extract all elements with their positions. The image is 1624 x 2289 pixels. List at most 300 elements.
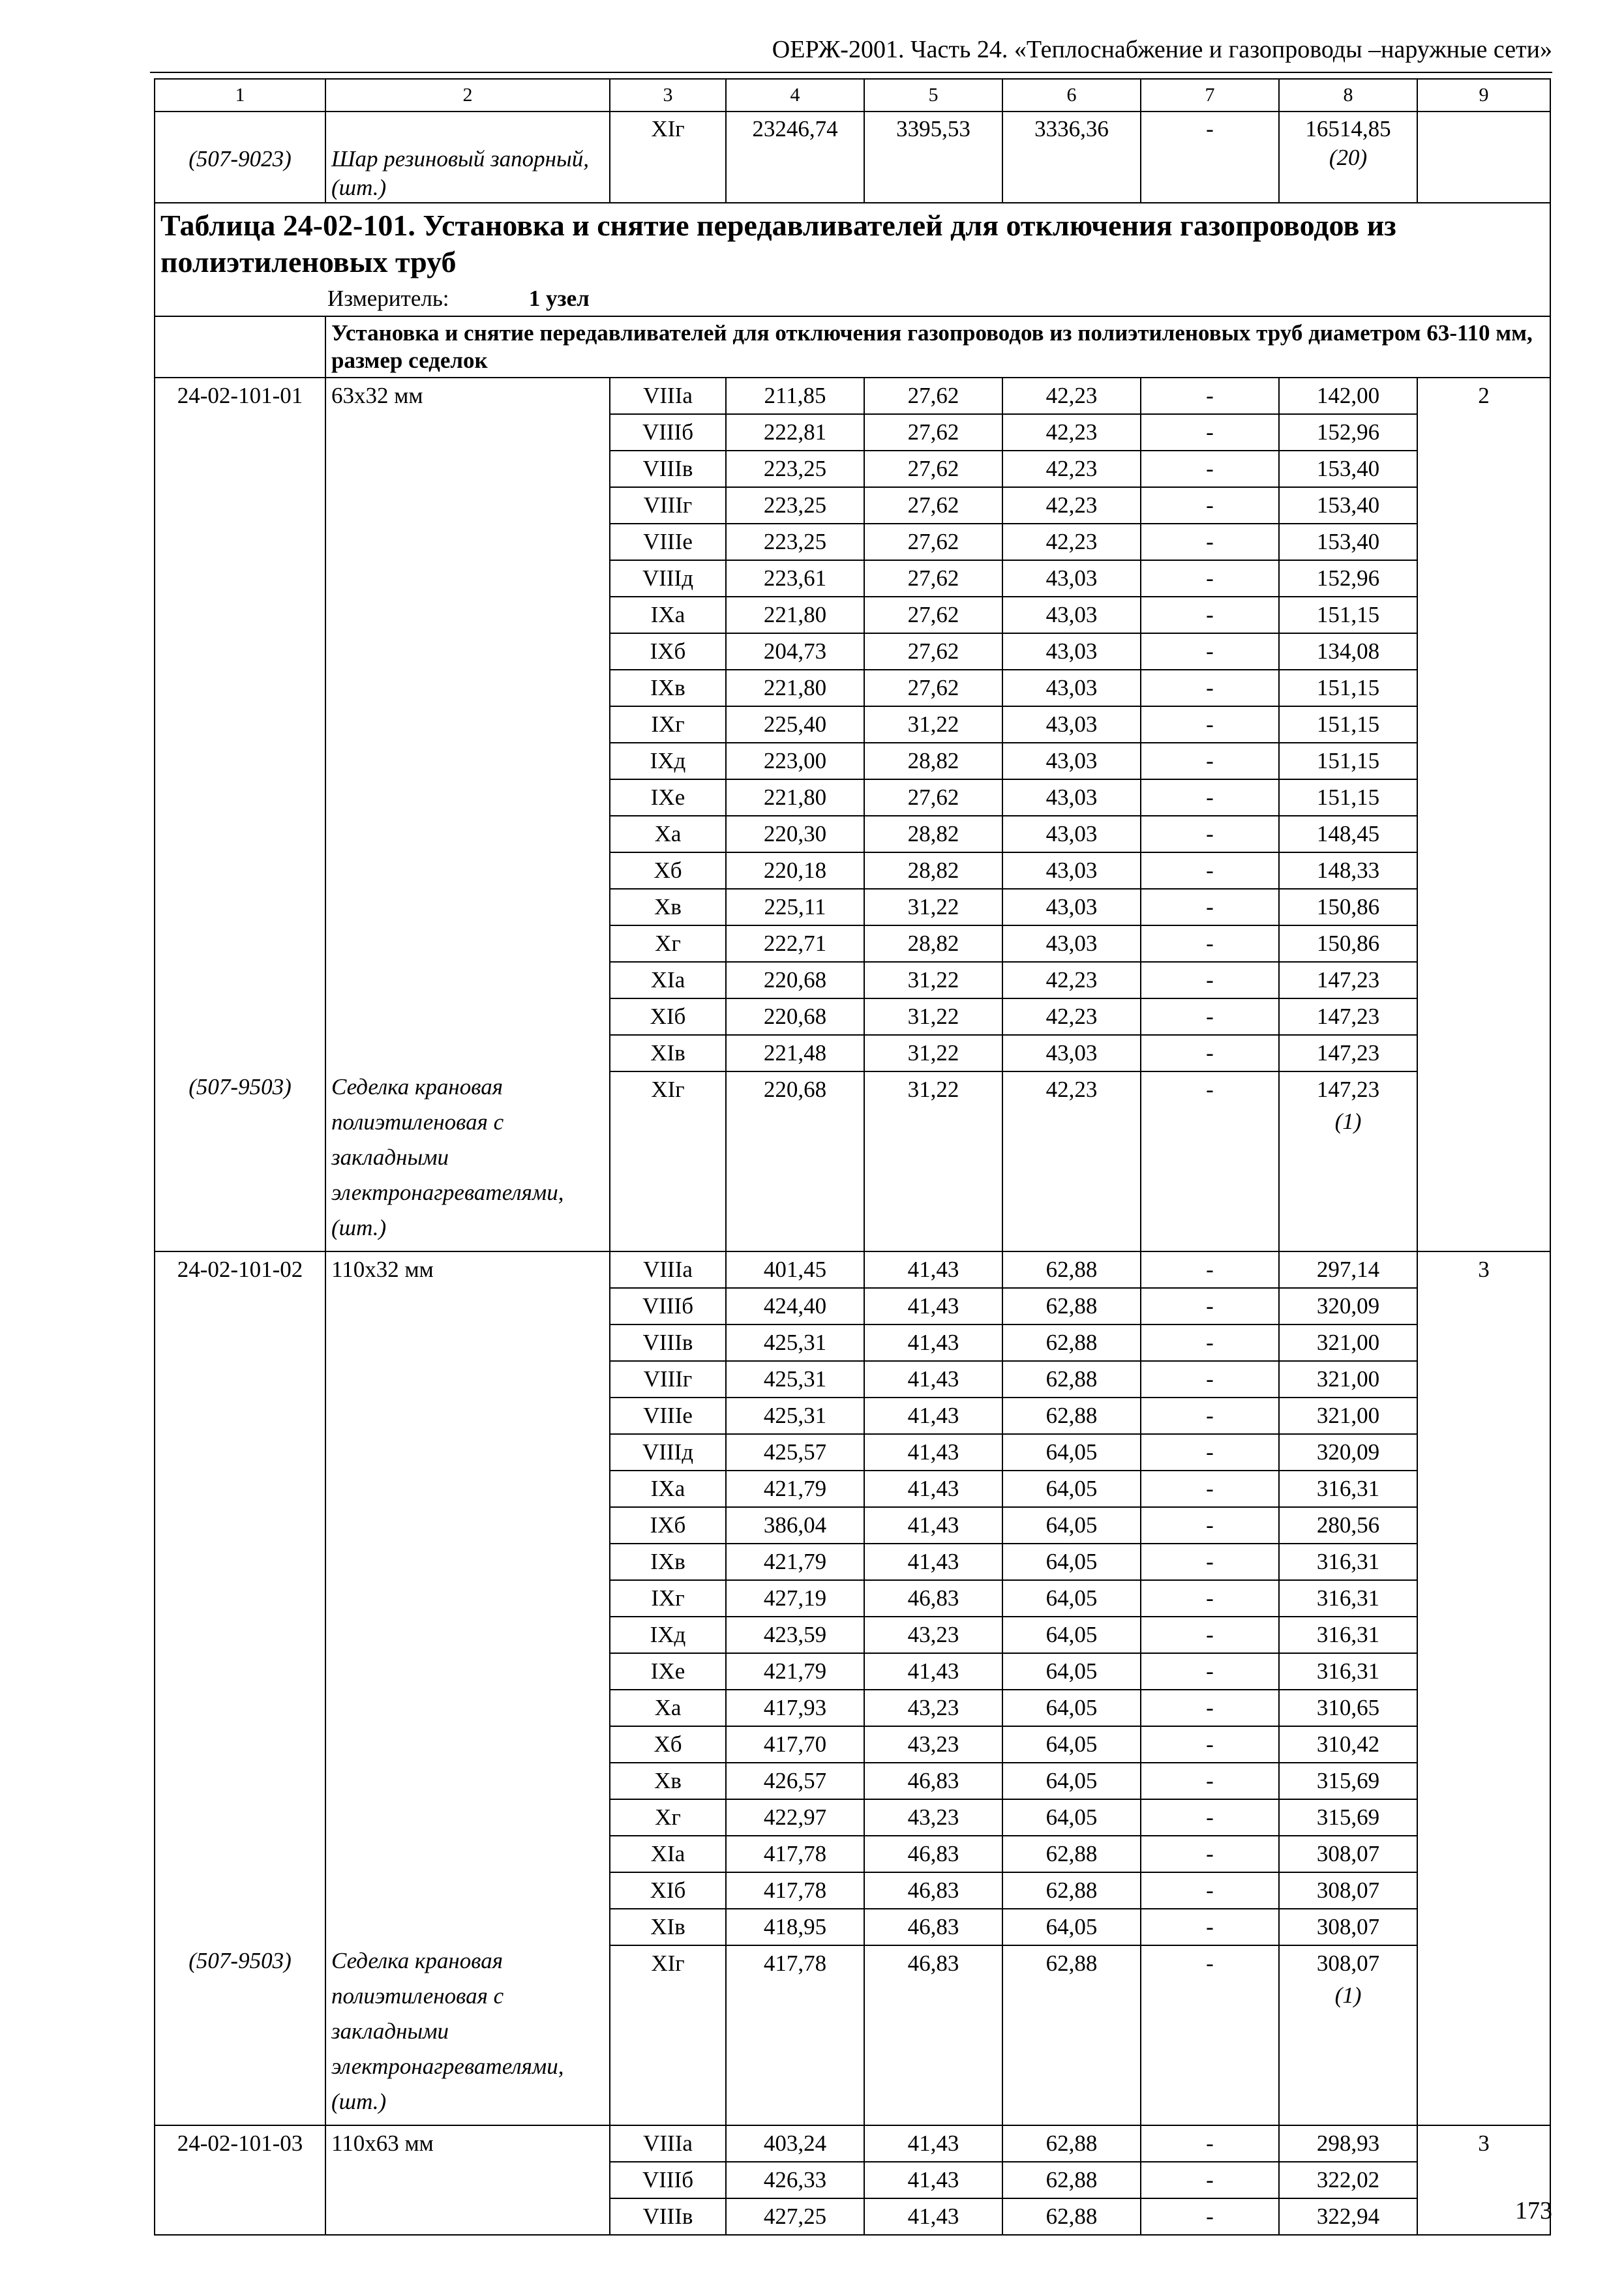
value-text: 422,97 [763, 1804, 827, 1830]
value-cell [1279, 2198, 1417, 2235]
value-text: - [1206, 492, 1214, 518]
value-text: 220,68 [763, 1004, 827, 1029]
table-row [155, 1251, 1550, 1288]
value-cell [726, 1361, 864, 1398]
value-text: 42,23 [1045, 529, 1098, 554]
value-text: - [1206, 419, 1214, 445]
region-cell [610, 743, 726, 779]
value-text: - [1206, 894, 1214, 920]
value-cell [726, 451, 864, 487]
value-cell [726, 2162, 864, 2198]
value-text: 223,25 [763, 456, 827, 481]
region-text: IXб [650, 1512, 686, 1538]
resource-code: (507-9503) [188, 1074, 292, 1100]
price-table-body [155, 79, 1550, 2235]
value-text: - [1206, 1549, 1214, 1574]
column-number-row [155, 79, 1550, 112]
value-text: 43,03 [1045, 894, 1098, 920]
value-cell [726, 1653, 864, 1690]
region-text: VIIIд [642, 565, 694, 591]
value-cell [1279, 1726, 1417, 1763]
region-cell [610, 2198, 726, 2235]
value-cell [726, 962, 864, 998]
value-cell [726, 2125, 864, 2162]
region-cell [610, 1324, 726, 1361]
region-text: IXд [650, 1622, 686, 1647]
value-text: 42,23 [1045, 383, 1098, 408]
region-cell [610, 1763, 726, 1799]
page-number: 173 [1515, 2197, 1552, 2224]
region-cell [610, 962, 726, 998]
value-cell [1141, 670, 1279, 706]
region-cell [610, 2125, 726, 2162]
value-text: - [1206, 967, 1214, 993]
value-text: 42,23 [1045, 492, 1098, 518]
value-text: 64,05 [1045, 1476, 1098, 1501]
value-text: 320,09 [1316, 1293, 1380, 1319]
value-text: 62,88 [1045, 1293, 1098, 1319]
value-cell [1141, 1763, 1279, 1799]
value-cell [864, 998, 1002, 1035]
region-cell [610, 1653, 726, 1690]
value-text: 225,11 [764, 894, 826, 920]
value-cell: 23246,74 [726, 112, 864, 203]
value-cell [726, 1288, 864, 1324]
value-cell [1002, 1251, 1141, 1288]
value-cell [726, 1872, 864, 1909]
value-cell [1141, 1544, 1279, 1580]
region-cell [610, 1434, 726, 1471]
value-cell [1279, 779, 1417, 816]
value-text: 221,48 [763, 1040, 827, 1066]
value-cell [1002, 1653, 1141, 1690]
value-cell [864, 451, 1002, 487]
value-cell [1279, 962, 1417, 998]
value-text: - [1206, 1330, 1214, 1355]
value-cell [864, 1544, 1002, 1580]
value-cell [864, 852, 1002, 889]
value-cell [1002, 633, 1141, 670]
region-cell [610, 378, 726, 414]
value-text: 316,31 [1316, 1658, 1380, 1684]
value-cell [1279, 1617, 1417, 1653]
value-cell [1002, 1872, 1141, 1909]
empty-cell [1417, 112, 1550, 203]
value-text: 150,86 [1316, 931, 1380, 956]
value-cell [864, 962, 1002, 998]
value-cell [726, 1690, 864, 1726]
value-text: 147,23 [1316, 1004, 1380, 1029]
region-cell [610, 1507, 726, 1544]
value-text: - [1206, 748, 1214, 773]
value-text: 308,07 [1316, 1878, 1380, 1903]
value-cell [1002, 378, 1141, 414]
region-text: VIIIв [642, 2204, 693, 2229]
value-cell [864, 1836, 1002, 1872]
value-cell [864, 1799, 1002, 1836]
value-text: 222,81 [763, 419, 827, 445]
region-text: Xб [654, 1731, 682, 1757]
value-cell [726, 1617, 864, 1653]
value-cell [726, 925, 864, 962]
value-text: 417,78 [763, 1878, 827, 1903]
region-text: VIIIе [643, 529, 693, 554]
value-text: - [1206, 1622, 1214, 1647]
value-cell [864, 1580, 1002, 1617]
value-cell [1002, 1288, 1141, 1324]
value-cell [864, 1035, 1002, 1071]
value-text: - [1206, 2204, 1214, 2229]
value-text: 62,88 [1045, 1257, 1098, 1282]
region-cell [610, 1288, 726, 1324]
value-cell [864, 1690, 1002, 1726]
region-cell [610, 1471, 726, 1507]
value-text: 43,03 [1045, 565, 1098, 591]
value-text: 148,45 [1316, 821, 1380, 846]
value-cell [726, 706, 864, 743]
value-text: 425,31 [763, 1403, 827, 1428]
value-cell [1002, 487, 1141, 524]
value-cell [726, 1434, 864, 1471]
region-text: IXд [650, 748, 686, 773]
value-cell [1141, 998, 1279, 1035]
value-text: 221,80 [763, 675, 827, 700]
column-number: 9 [1417, 79, 1550, 112]
region-cell [610, 451, 726, 487]
value-cell [1002, 925, 1141, 962]
value-text: 31,22 [907, 1040, 959, 1066]
value-cell [726, 670, 864, 706]
value-cell [1279, 706, 1417, 743]
value-text: 64,05 [1045, 1658, 1098, 1684]
value-cell [1279, 560, 1417, 597]
value-text: 42,23 [1045, 419, 1098, 445]
value-text: 151,15 [1316, 748, 1380, 773]
value-text: 427,25 [763, 2204, 827, 2229]
value-text: 153,40 [1316, 456, 1380, 481]
value-cell [864, 633, 1002, 670]
value-cell [1279, 1434, 1417, 1471]
value-cell [1002, 779, 1141, 816]
region-text: Xв [654, 1768, 682, 1793]
value-text: 27,62 [907, 638, 959, 664]
value-cell [1141, 2125, 1279, 2162]
value-cell [1141, 487, 1279, 524]
value-text: 220,18 [763, 858, 827, 883]
value-text: 221,80 [763, 602, 827, 627]
region-cell [610, 670, 726, 706]
region-cell [610, 597, 726, 633]
region-cell: XIг [610, 112, 726, 203]
table-title-block [155, 203, 1550, 316]
value-text: - [1206, 1403, 1214, 1428]
value-text: 421,79 [763, 1549, 827, 1574]
region-text: XIв [650, 1040, 685, 1066]
value-text: 310,65 [1316, 1695, 1380, 1720]
rate-name-cell [325, 1251, 610, 2125]
value-cell [864, 1434, 1002, 1471]
column-9-value: 3 [1478, 2131, 1490, 2156]
value-text: 64,05 [1045, 1731, 1098, 1757]
value-text: - [1206, 565, 1214, 591]
value-cell [1141, 1434, 1279, 1471]
value-cell [1279, 743, 1417, 779]
value-cell [1002, 1398, 1141, 1434]
value-text: 316,31 [1316, 1549, 1380, 1574]
value-cell [1141, 779, 1279, 816]
value-text: 42,23 [1045, 1077, 1098, 1102]
value-text: 221,80 [763, 785, 827, 810]
region-text: XIг [651, 1077, 685, 1102]
value-text: 421,79 [763, 1658, 827, 1684]
region-cell [610, 414, 726, 451]
value-cell [1141, 1799, 1279, 1836]
region-cell [610, 779, 726, 816]
value-text: 425,31 [763, 1330, 827, 1355]
region-text: XIб [650, 1004, 686, 1029]
value-cell [1141, 1071, 1279, 1251]
column-number: 5 [864, 79, 1002, 112]
value-cell: 3336,36 [1002, 112, 1141, 203]
region-text: Xв [654, 894, 682, 920]
value-cell [726, 378, 864, 414]
value-cell [1141, 852, 1279, 889]
value-text: 424,40 [763, 1293, 827, 1319]
value-cell [1002, 1434, 1141, 1471]
value-text: - [1206, 858, 1214, 883]
value-cell [1279, 1471, 1417, 1507]
value-text: - [1206, 1293, 1214, 1319]
value-text: 64,05 [1045, 1768, 1098, 1793]
region-cell [610, 524, 726, 560]
value-text: 46,83 [907, 1585, 959, 1611]
value-text: - [1206, 675, 1214, 700]
value-text: 28,82 [907, 858, 959, 883]
value-cell [1002, 1909, 1141, 1945]
region-text: VIIIб [642, 1293, 694, 1319]
value-text: 41,43 [907, 1330, 959, 1355]
region-cell [610, 889, 726, 925]
value-cell [1141, 1361, 1279, 1398]
region-cell [610, 706, 726, 743]
value-text: 321,00 [1316, 1366, 1380, 1392]
value-text: - [1206, 711, 1214, 737]
value-text: 153,40 [1316, 492, 1380, 518]
value-cell [864, 816, 1002, 852]
column-9-value: 2 [1478, 383, 1490, 408]
value-text: 64,05 [1045, 1804, 1098, 1830]
value-cell [1002, 2198, 1141, 2235]
value-text: 41,43 [907, 1549, 959, 1574]
value-text: 31,22 [907, 1004, 959, 1029]
value-text: 41,43 [907, 1257, 959, 1282]
measure-label: Измеритель: [327, 286, 449, 311]
value-text: - [1206, 1951, 1214, 1976]
value-text: 27,62 [907, 419, 959, 445]
region-cell [610, 1035, 726, 1071]
value-text: 27,62 [907, 492, 959, 518]
value-text: 320,09 [1316, 1439, 1380, 1465]
value-text: - [1206, 1366, 1214, 1392]
value-cell [1141, 1726, 1279, 1763]
region-cell [610, 1909, 726, 1945]
value-text: - [1206, 1841, 1214, 1866]
value-cell [1279, 1288, 1417, 1324]
value-cell [864, 1872, 1002, 1909]
value-text: 321,00 [1316, 1330, 1380, 1355]
value-text: - [1206, 1512, 1214, 1538]
value-cell [1141, 1872, 1279, 1909]
region-cell [610, 1071, 726, 1251]
value-text: 152,96 [1316, 419, 1380, 445]
region-text: IXв [650, 1549, 685, 1574]
region-cell [610, 1836, 726, 1872]
region-cell [610, 1361, 726, 1398]
value-text: 43,03 [1045, 748, 1098, 773]
rate-code-cell [155, 378, 325, 1251]
value-text: 298,93 [1316, 2131, 1380, 2156]
value-cell [864, 1324, 1002, 1361]
value-text: 42,23 [1045, 456, 1098, 481]
value-cell [1141, 1909, 1279, 1945]
value-text: 316,31 [1316, 1585, 1380, 1611]
value-cell [726, 1398, 864, 1434]
value-cell [1002, 670, 1141, 706]
region-text: VIIIб [642, 419, 694, 445]
column-9-cell [1417, 1251, 1550, 2125]
value-cell [1141, 524, 1279, 560]
column-9-value: 3 [1478, 1257, 1490, 1282]
value-text: 322,02 [1316, 2167, 1380, 2192]
measure-value: 1 узел [528, 286, 590, 311]
region-text: VIIIд [642, 1439, 694, 1465]
resource-code: (507-9023) [155, 112, 325, 203]
value-cell [864, 378, 1002, 414]
value-cell [1002, 1799, 1141, 1836]
region-text: Xа [654, 821, 682, 846]
value-cell [1279, 670, 1417, 706]
value-text: 41,43 [907, 1403, 959, 1428]
value-cell [864, 1288, 1002, 1324]
value-text: - [1206, 1040, 1214, 1066]
value-text: 151,15 [1316, 602, 1380, 627]
value-cell [1279, 597, 1417, 633]
table-title-row [155, 203, 1550, 316]
value-text: 426,33 [763, 2167, 827, 2192]
region-cell [610, 1799, 726, 1836]
value-text: 64,05 [1045, 1622, 1098, 1647]
value-cell [1002, 706, 1141, 743]
value-text: 62,88 [1045, 1403, 1098, 1428]
value-text: 315,69 [1316, 1804, 1380, 1830]
region-cell [610, 1251, 726, 1288]
value-text: 41,43 [907, 1658, 959, 1684]
value-cell [726, 1763, 864, 1799]
value-cell [1141, 1288, 1279, 1324]
value-cell [864, 779, 1002, 816]
region-cell [610, 998, 726, 1035]
value-text: 43,03 [1045, 785, 1098, 810]
value-cell [726, 1507, 864, 1544]
value-text: 27,62 [907, 529, 959, 554]
region-text: VIIIа [643, 1257, 693, 1282]
measure-line [155, 284, 1550, 316]
region-text: IXе [650, 785, 685, 810]
region-text: IXв [650, 675, 685, 700]
value-cell [1002, 1690, 1141, 1726]
value-text: 41,43 [907, 1293, 959, 1319]
value-cell [1141, 451, 1279, 487]
value-text: 204,73 [763, 638, 827, 664]
value-text: 62,88 [1045, 2131, 1098, 2156]
value-text: 27,62 [907, 565, 959, 591]
value-cell [1141, 1035, 1279, 1071]
value-cell [864, 1909, 1002, 1945]
resource-name: Шар резиновый запорный, (шт.) [325, 112, 610, 203]
value-text: 386,04 [763, 1512, 827, 1538]
region-text: VIIIа [643, 383, 693, 408]
value-cell [864, 889, 1002, 925]
value-text: - [1206, 1804, 1214, 1830]
value-text: 42,23 [1045, 1004, 1098, 1029]
value-text: 28,82 [907, 748, 959, 773]
value-cell [1141, 1324, 1279, 1361]
value-cell [726, 1035, 864, 1071]
value-text: 134,08 [1316, 638, 1380, 664]
value-text: - [1206, 2167, 1214, 2192]
region-text: Xг [655, 931, 681, 956]
value-cell [1002, 1836, 1141, 1872]
value-text: 417,78 [763, 1951, 827, 1976]
value-text: 41,43 [907, 2131, 959, 2156]
value-text: 147,23 [1316, 1040, 1380, 1066]
value-cell [1141, 2162, 1279, 2198]
value-cell [1279, 1653, 1417, 1690]
value-text: 31,22 [907, 711, 959, 737]
value-text: - [1206, 931, 1214, 956]
table-row [155, 2125, 1550, 2162]
value-cell [864, 524, 1002, 560]
value-cell [864, 1653, 1002, 1690]
value-cell [726, 560, 864, 597]
value-text: 31,22 [907, 967, 959, 993]
value-cell [1279, 1580, 1417, 1617]
value-text: 43,03 [1045, 638, 1098, 664]
region-text: XIа [650, 1841, 685, 1866]
value-cell [726, 1836, 864, 1872]
value-text: 41,43 [907, 1439, 959, 1465]
value-cell [1141, 633, 1279, 670]
value-cell [726, 816, 864, 852]
value-cell [726, 1544, 864, 1580]
value-text: 46,83 [907, 1914, 959, 1939]
value-text: 43,03 [1045, 821, 1098, 846]
value-text: 41,43 [907, 2204, 959, 2229]
value-text: 297,14 [1316, 1257, 1380, 1282]
value-cell [1141, 1471, 1279, 1507]
value-cell [1279, 925, 1417, 962]
value-cell [1141, 1836, 1279, 1872]
value-cell [1279, 1909, 1417, 1945]
value-cell [726, 1580, 864, 1617]
value-cell [864, 2125, 1002, 2162]
value-cell [1141, 889, 1279, 925]
value-cell [726, 524, 864, 560]
region-cell [610, 1398, 726, 1434]
value-text: 223,25 [763, 492, 827, 518]
value-cell [726, 998, 864, 1035]
value-cell [1279, 1251, 1417, 1288]
